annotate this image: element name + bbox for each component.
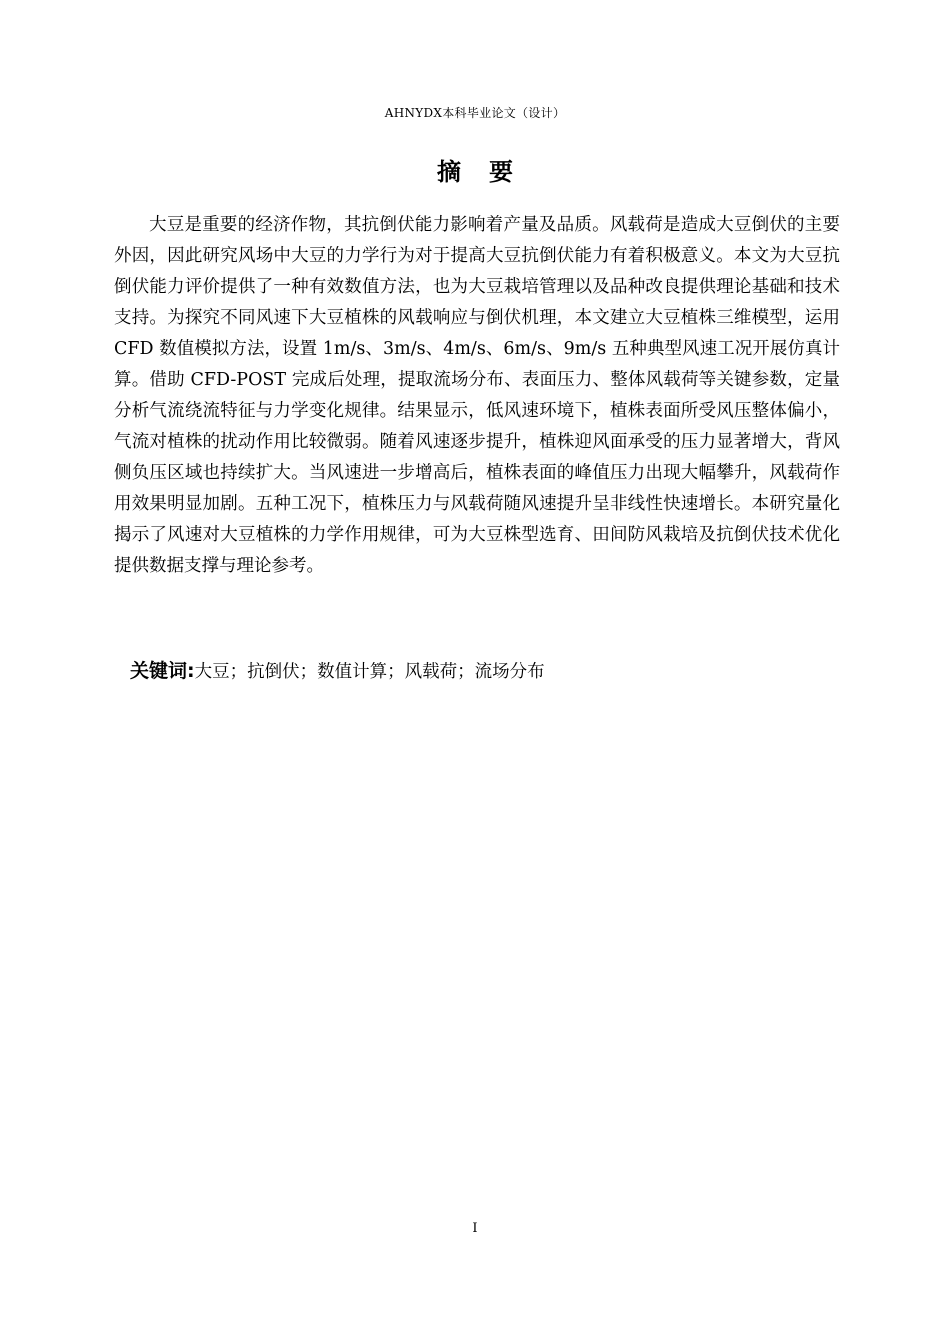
keywords-line <box>130 656 830 687</box>
running-header: AHNYDX本科毕业论文（设计） <box>384 106 566 120</box>
abstract-body: 大豆是重要的经济作物，其抗倒伏能力影响着产量及品质。风载荷是造成大豆倒伏的主要外因，因此研究风场中大豆的力学行为对于提高大豆抗倒伏能力有着积极意义。本文为大豆抗倒伏能力评价提供了一种有效数值方法，也为大豆栽培管理以及品种改良提供理论基础和技术支持。为探究不同风速下大豆植株的风载响应与倒伏机理，本文建立大豆植株三维模型，运用 CFD 数值模拟方法，设置 1m/s、3m/s、4m/s、6m/s、9m/s 五种典型风速工况开展仿真计算。借助 CFD-POST 完成后处理，提取流场分布、表面压力、整体风载荷等关键参数，定量分析气流绕流特征与力学变化规律。结果显示，低风速环境下，植株表面所受风压整体偏小，气流对植株的扰动作用比较微弱。随着风速逐步提升，植株迎风面承受的压力显著增大，背风侧负压区域也持续扩大。当风速进一步增高后，植株表面的峰值压力出现大幅攀升，风载荷作用效果明显加剧。五种工况下，植株压力与风载荷随风速提升呈非线性快速增长。本研究量化揭示了风速对大豆植株的力学作用规律，可为大豆株型选育、田间防风栽培及抗倒伏技术优化提供数据支撑与理论参考。 <box>114 215 840 576</box>
keywords-label: 关键词: <box>130 660 195 682</box>
abstract-title: 摘要 <box>437 158 541 186</box>
keywords-values: 大豆；抗倒伏；数值计算；风载荷；流场分布 <box>194 662 545 682</box>
page-number: I <box>472 1221 478 1236</box>
